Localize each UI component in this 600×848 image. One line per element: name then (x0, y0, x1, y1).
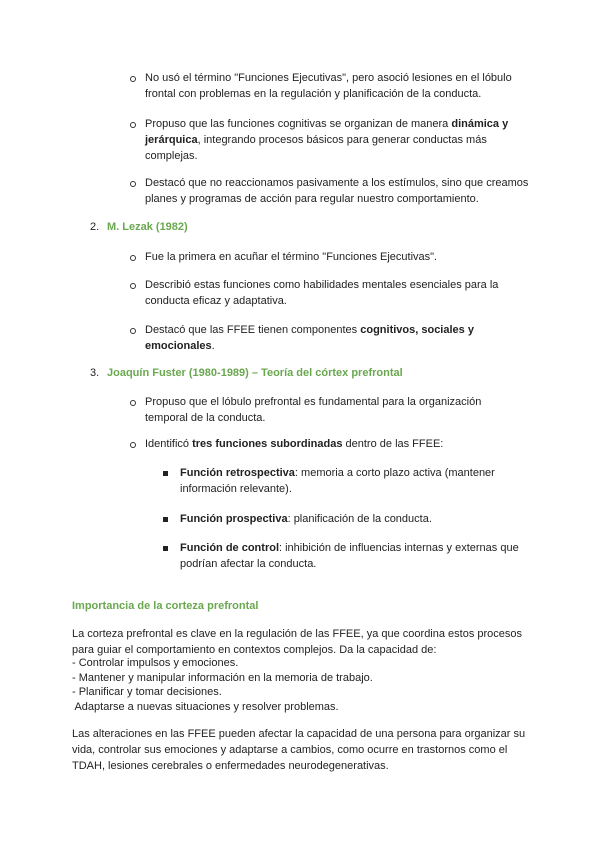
importance-line-3: - Planificar y tomar decisiones. (72, 686, 222, 698)
importance-heading: Importancia de la corteza prefrontal (72, 600, 259, 612)
bullet-circle-icon (130, 76, 136, 82)
importance-paragraph-2: Las alteraciones en las FFEE pueden afectar la capacidad de una persona para organizar su vida, controlar sus emociones y adaptarse a cambios, como ocurre en trastornos como el TDAH, lesiones cerebrales o enfermedades neurodegenerativas. (72, 728, 526, 772)
bullet-circle-icon (130, 255, 136, 261)
bullet-circle-icon (130, 400, 136, 406)
section3-subitem-1: Función retrospectiva: memoria a corto plazo activa (mantener información relevante). (180, 467, 495, 495)
section2-item-3: Destacó que las FFEE tienen componentes cognitivos, sociales y emocionales. (145, 324, 474, 352)
importance-line-2: - Mantener y manipular información en la memoria de trabajo. (72, 672, 373, 684)
bullet-circle-icon (130, 328, 136, 334)
list1-item-2: Propuso que las funciones cognitivas se organizan de manera dinámica y jerárquica, integrando procesos básicos para generar conductas más complejas. (145, 118, 509, 162)
bullet-circle-icon (130, 181, 136, 187)
section3-number: 3. (90, 367, 100, 379)
list1-item-1: No usó el término "Funciones Ejecutivas", pero asoció lesiones en el lóbulo frontal con problemas en la regulación y planificación de la conducta. (145, 72, 512, 100)
bullet-circle-icon (130, 442, 136, 448)
section2-title: M. Lezak (1982) (107, 221, 188, 233)
list1-item-3: Destacó que no reaccionamos pasivamente a los estímulos, sino que creamos planes y programas de acción para regular nuestro comportamiento. (145, 177, 529, 205)
bullet-circle-icon (130, 122, 136, 128)
section3-subitem-2: Función prospectiva: planificación de la conducta. (180, 513, 432, 525)
section2-item-2: Describió estas funciones como habilidades mentales esenciales para la conducta eficaz y adaptativa. (145, 279, 499, 307)
bullet-square-icon (163, 471, 168, 476)
importance-line-4: Adaptarse a nuevas situaciones y resolver problemas. (72, 701, 339, 713)
section3-item-1: Propuso que el lóbulo prefrontal es fundamental para la organización temporal de la conducta. (145, 396, 482, 424)
section3-subitem-3: Función de control: inhibición de influencias internas y externas que podrían afectar la conducta. (180, 542, 519, 570)
bullet-circle-icon (130, 283, 136, 289)
bullet-square-icon (163, 546, 168, 551)
section3-title: Joaquín Fuster (1980-1989) – Teoría del córtex prefrontal (107, 367, 403, 379)
importance-paragraph-1: La corteza prefrontal es clave en la regulación de las FFEE, ya que coordina estos procesos para guiar el comportamiento en contextos complejos. Da la capacidad de: (72, 628, 523, 656)
bullet-square-icon (163, 517, 168, 522)
importance-line-1: - Controlar impulsos y emociones. (72, 657, 239, 669)
section2-item-1: Fue la primera en acuñar el término "Funciones Ejecutivas". (145, 251, 438, 263)
section3-item-2: Identificó tres funciones subordinadas dentro de las FFEE: (145, 438, 444, 450)
section2-number: 2. (90, 221, 100, 233)
